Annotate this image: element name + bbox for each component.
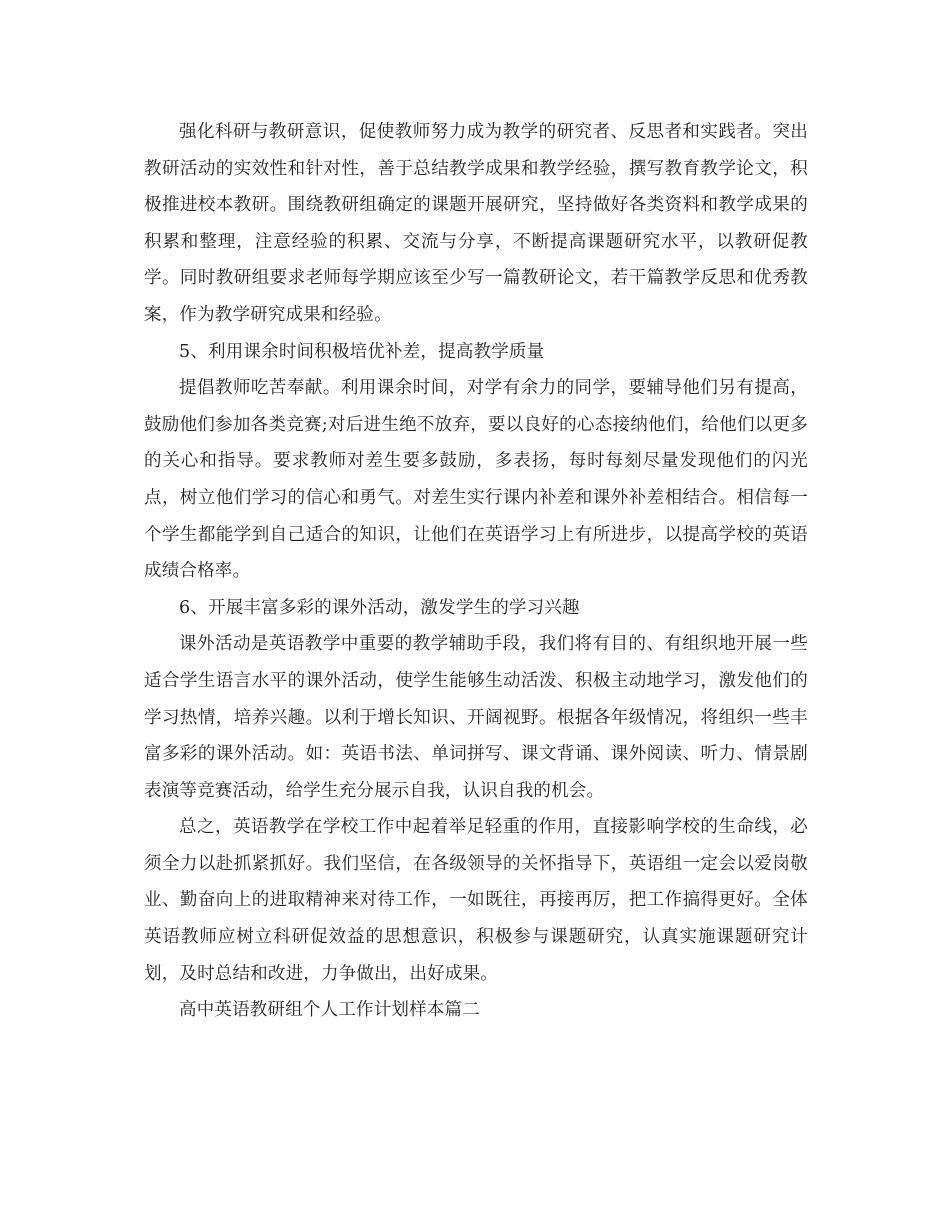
document-body	[144, 114, 808, 1029]
next-article-title: 高中英语教研组个人工作计划样本篇二	[179, 1000, 480, 1021]
paragraph-extracurricular: 课外活动是英语教学中重要的教学辅助手段，我们将有目的、有组织地开展一些适合学生语言水平的课外活动，使学生能够生动活泼、积极主动地学习，激发他们的学习热情，培养兴趣。以利于增长知识、开阔视野。根据各年级情况，将组织一些丰富多彩的课外活动。如：英语书法、单词拼写、课文背诵、课外阅读、听力、情景剧表演等竞赛活动，给学生充分展示自我，认识自我的机会。	[144, 634, 808, 801]
section-heading-6: 6、开展丰富多彩的课外活动，激发学生的学习兴趣	[179, 597, 580, 618]
paragraph-conclusion: 总之，英语教学在学校工作中起着举足轻重的作用，直接影响学校的生命线，必须全力以赴抓紧抓好。我们坚信，在各级领导的关怀指导下，英语组一定会以爱岗敬业、勤奋向上的进取精神来对待工作，一如既往，再接再厉，把工作搞得更好。全体英语教师应树立科研促效益的思想意识，积极参与课题研究，认真实施课题研究计划，及时总结和改进，力争做出，出好成果。	[144, 817, 808, 984]
paragraph-research-awareness: 强化科研与教研意识，促使教师努力成为教学的研究者、反思者和实践者。突出教研活动的实效性和针对性，善于总结教学成果和教学经验，撰写教育教学论文，积极推进校本教研。围绕教研组确定的课题开展研究，坚持做好各类资料和教学成果的积累和整理，注意经验的积累、交流与分享，不断提高课题研究水平，以教研促教学。同时教研组要求老师每学期应该至少写一篇教研论文，若干篇教学反思和优秀教案，作为教学研究成果和经验。	[144, 122, 808, 325]
section-heading-5: 5、利用课余时间积极培优补差，提高教学质量	[179, 341, 545, 362]
paragraph-tutoring: 提倡教师吃苦奉献。利用课余时间，对学有余力的同学，要辅导他们另有提高，鼓励他们参加各类竞赛;对后进生绝不放弃，要以良好的心态接纳他们，给他们以更多的关心和指导。要求教师对差生要多鼓励，多表扬，每时每刻尽量发现他们的闪光点，树立他们学习的信心和勇气。对差生实行课内补差和课外补差相结合。相信每一个学生都能学到自己适合的知识，让他们在英语学习上有所进步，以提高学校的英语成绩合格率。	[144, 378, 808, 582]
